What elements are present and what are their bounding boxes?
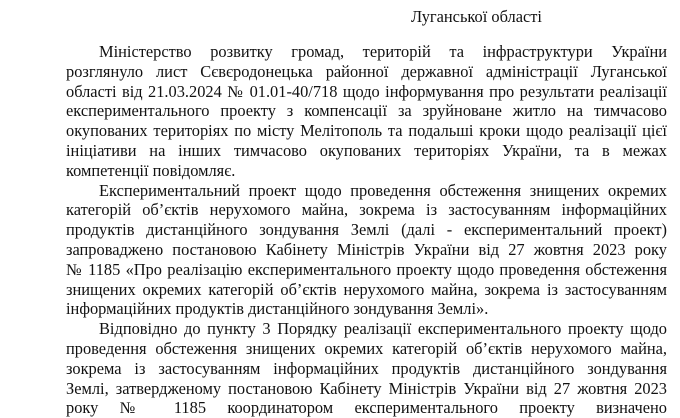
paragraph-intro xyxy=(66,42,667,181)
text-line: Землі, затвердженому постановою Кабінету Міністрів України від 27 жовтня 2023 xyxy=(66,378,667,398)
text-line: проведення обстеження знищених окремих категорій об’єктів нерухомого майна, xyxy=(66,338,667,358)
text-line: категорій об’єктів нерухомого майна, зокрема із застосуванням інформаційних xyxy=(66,200,667,220)
text-line: ініціативи на інших тимчасово окупованих територіях України, та в межах xyxy=(66,140,667,160)
text-line: розглянуло лист Сєвєродонецька районної державної адміністрації Луганської xyxy=(66,61,667,81)
text-line: Відповідно до пункту 3 Порядку реалізації експериментального проекту щодо xyxy=(99,319,667,339)
text-line: запроваджено постановою Кабінету Міністрів України від 27 жовтня 2023 року xyxy=(66,239,667,259)
text-line: знищених окремих категорій об’єктів нерухомого майна, зокрема із застосуванням xyxy=(66,279,667,299)
text-line: продуктів дистанційного зондування Землі (далі - експериментальний проект) xyxy=(66,220,667,240)
text-line: компетенції повідомляє. xyxy=(66,160,236,180)
letter-body xyxy=(66,42,667,418)
text-line: окупованих територіях по місту Мелітополь та подальші кроки щодо реалізації цієї xyxy=(66,121,667,141)
text-line: року № 1185 координатором експериментального проекту визначено xyxy=(66,398,667,418)
paragraph-experimental-project xyxy=(66,181,667,320)
text-line: № 1185 «Про реалізацію експериментального проекту щодо проведення обстеження xyxy=(66,259,667,279)
text-line: інформаційних продуктів дистанційного зондування Землі». xyxy=(66,299,489,319)
text-line: експериментального проекту з компенсації за зруйноване житло на тимчасово xyxy=(66,101,667,121)
addressee-region: Луганської області xyxy=(411,7,542,26)
paragraph-coordinator xyxy=(66,319,667,418)
text-line: області від 21.03.2024 № 01.01-40/718 щодо інформування про результати реалізації xyxy=(66,81,667,101)
text-line: зокрема із застосуванням інформаційних продуктів дистанційного зондування xyxy=(66,358,667,378)
text-line: Міністерство розвитку громад, територій та інфраструктури України xyxy=(99,42,667,61)
text-line: Експериментальний проект щодо проведення обстеження знищених окремих xyxy=(99,180,667,200)
